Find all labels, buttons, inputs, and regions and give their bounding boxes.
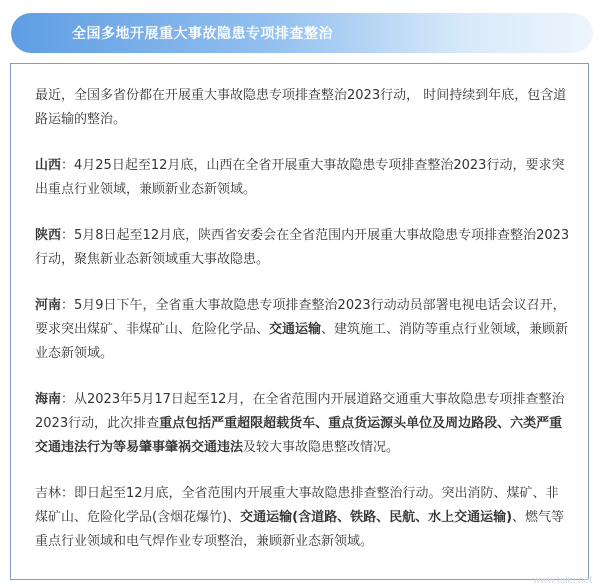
region-label-hainan: 海南 <box>35 392 62 407</box>
henan-paragraph <box>35 294 571 366</box>
henan-text-1: ：5月9日下午，全省重大事故隐患专项排查整治2023行动动员部署电视电话会议召开，要求突出煤矿、非煤矿山、危险化学品、 <box>35 298 566 337</box>
shanxi-paragraph <box>35 154 571 202</box>
region-label-jilin: 吉林 <box>35 486 62 501</box>
jilin-bold-1: 交通运输(含道路、铁路、民航、水上交通运输) <box>240 510 513 525</box>
region-label-shanxi: 山西 <box>35 158 62 173</box>
henan-text-2: 、建筑施工、消防等重点行业领域，兼顾新业态新领域。 <box>35 322 569 361</box>
watermark-text: www.tuliu.net <box>533 575 592 586</box>
hainan-paragraph <box>35 388 571 460</box>
intro-paragraph: 最近，全国多省份都在开展重大事故隐患专项排查整治2023行动， 时间持续到年底，包含道路运输的整治。 <box>35 88 567 127</box>
shaanxi-text: ：5月8日起至12月底，陕西省安委会在全省范围内开展重大事故隐患专项排查整治2023行动，聚焦新业态新领域重大事故隐患。 <box>35 228 570 267</box>
jilin-text-1: ：即日起至12月底，全省范围内开展重大事故隐患排查整治行动。突出消防、煤矿、非煤矿山、危险化学品(含烟花爆竹)、 <box>35 486 559 525</box>
region-label-shaanxi: 陕西 <box>35 228 62 243</box>
jilin-text-2: 、燃气等重点行业领域和电气焊作业专项整治，兼顾新业态新领域。 <box>35 510 565 549</box>
article-body <box>35 84 571 554</box>
content-card <box>10 63 589 580</box>
jilin-paragraph <box>35 482 571 554</box>
shaanxi-paragraph <box>35 224 571 272</box>
hainan-bold-1: 重点包括严重超限超载货车、重点货运源头单位及周边路段、六类严重交通违法行为等易肇事肇祸交通违法 <box>35 416 563 455</box>
hainan-text-2: 及较大事故隐患整改情况。 <box>243 440 400 455</box>
title-banner <box>11 13 593 53</box>
region-label-henan: 河南 <box>35 298 62 313</box>
hainan-text-1: ：从2023年5月17日起至12月，在全省范围内开展道路交通重大事故隐患专项排查整治2023行动，此次排查 <box>35 392 565 431</box>
henan-bold-1: 交通运输 <box>269 322 322 337</box>
shanxi-text: ：4月25日起至12月底，山西在全省开展重大事故隐患专项排查整治2023行动，要求突出重点行业领域，兼顾新业态新领域。 <box>35 158 565 197</box>
page-title: 全国多地开展重大事故隐患专项排查整治 <box>72 26 333 42</box>
